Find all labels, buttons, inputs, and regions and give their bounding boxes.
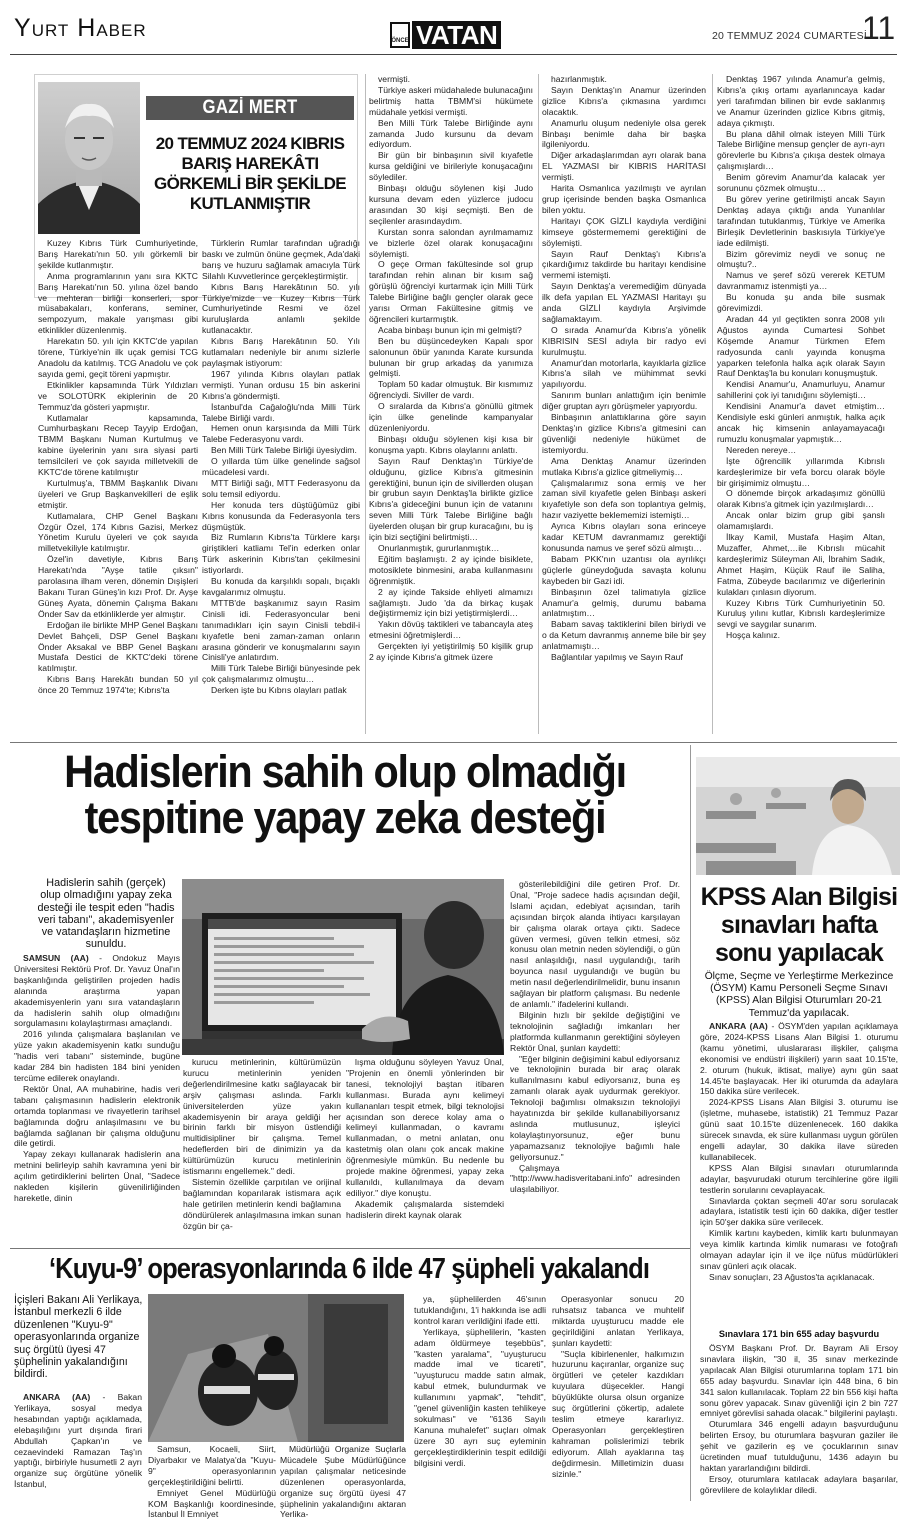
ai-lead: Hadislerin sahih (gerçek) olup olmadığını yapay zeka desteği ile tespit eden "hadis veri tabanı", akademisyenler ve vatandaşların hizmetine sunuldu. [37, 877, 175, 951]
masthead [0, 0, 907, 58]
section-title [14, 14, 147, 43]
kpss-photo [696, 757, 900, 875]
paragraph: Diğer arkadaşlarımdan ayrı olarak bana EL YAZMASI bir KIBRIS HARİTASI vermişti. [542, 150, 706, 183]
paragraph: lışma olduğunu söyleyen Yavuz Ünal, "Projenin en önemli yönlerinden bir tanesi, teknolojiyi baştan itibaren kullanması. Burada aynı kelimeyi kullananları tespit etmek, bilgi teknolojisi açısından son derece kolay ama o kelimeyi kullanmadan, o kavramı kullanmadan, o metni anlatan, onu kastetmiş olan olanı çok ancak makine öğrenmesiyle mümkün. Bu nedenle bu projede makine öğrenmesi, yapay zeka kullanıldı, kullanılmaya da devam ediliyor." diye konuştu. [346, 1057, 504, 1198]
paragraph: 1967 yılında Kıbrıs olayları patlak vermişti. Yunan ordusu 15 bin askerini Kıbrıs'a göndermişti. [202, 368, 360, 401]
section-letter: Y [14, 14, 32, 42]
kuyu-col-4 [414, 1294, 546, 1504]
paragraph: Bu plana dâhil olmak isteyen Milli Türk Talebe Birliğine mensup gençler de ayrı-ayrı görevlerle bu Kıbrıs'a çıkışa destek olmaya çalışmışlardı… [717, 128, 885, 172]
paragraph: Samsun, Kocaeli, Siirt, Diyarbakır ve Malatya'da "Kuyu-9" operasyonlarının gerçekleştirildiğini belirtti. [148, 1444, 276, 1487]
kpss-subhead: Sınavlara 171 bin 655 aday başvurdu [718, 1329, 880, 1339]
paragraph: Bilginin hızlı bir şekilde değiştiğini ve teknolojinin sağladığı imkanları her platformda kullanmanın gerektiğini söyleyen Rektör Ünal, şunları kaydetti: [510, 1009, 680, 1053]
paragraph: 2 ay içinde Takside ehliyeti almamızı sağlamıştı. Judo 'da da birkaç kuşak değiştirmemiz için bizi yetiştirmişlerdi… [369, 586, 533, 619]
paragraph: MTTB'de başkanımız sayın Rasim Cinisli idi. Federasyoncular beni tanımadıkları için sayın Cinisli tebdil-i kıyafetle beni zaman-zaman onların arasına gönderir ve konuşmalarını sayın Cinisli'ye anlatırdım. [202, 597, 360, 663]
column-col-2 [202, 238, 360, 734]
paragraph: 2016 yılında çalışmalara başlanılan ve yüze yakın akademisyenin katkı sunduğu "hadis veri tabanı" sisteminde, bugüne kadar 284 bin hadisten 184 bini yeniden tercüme edilerek onaylandı. [14, 1029, 180, 1083]
paragraph: Özel'in davetiyle, Kıbrıs Barış Harekatı'nda "Ayşe tatile çıksın" parolasına ilham veren, dönemin Dışişleri Bakanı Turan Güneş'in kızı Prof. Dr. Ayşe Güneş Ayata, dönemin Çalışma Bakanı Önder Sav da etkinliklerde yer almıştır. [38, 554, 198, 619]
paragraph: Nereden nereye… [726, 444, 797, 455]
author-photo [38, 82, 140, 234]
kpss-body [700, 1021, 898, 1325]
paragraph: Kutlamalara, CHP Genel Başkanı Özgür Özel, 174 Kıbrıs Gazisi, Merkez Yönetim Kurulu üyeleri ve çok sayıda milletvekiliyle katılmıştır. [38, 510, 198, 554]
exam-hall-photo-icon [696, 757, 900, 875]
paragraph: O yıllarda tüm ülke genelinde sağsol mücadelesi vardı. [202, 456, 360, 478]
paragraph: Kurstan sonra salondan ayrılmamamız ve bizlerle özel olarak konuşacağını söylemişti. [369, 226, 533, 259]
paragraph: Anma programlarının yanı sıra KKTC Barış Harekatı'nın 50. yılına özel bando ve mehteran birliği konserleri, spor müsabakaları, konferans, seminer, sempozyum, makale yarışması gibi etkinlikler düzenlenmiş. [38, 270, 198, 336]
paragraph: İşte öğrencilik yıllarımda Kıbrıslı kardeşlerimize bir vefa borcu olarak böyle bir girişimimiz olmuştu… [717, 455, 885, 488]
ai-headline-line-2: tespitine yapay zeka desteği [84, 792, 606, 843]
paragraph: Onurlanmıştık, gururlanmıştık… [378, 542, 500, 553]
paragraph: O sırada Anamur'da Kıbrıs'a yönelik KIBRISIN SESİ adıyla bir radyo evi kurulmuştu. [542, 324, 706, 357]
paragraph: İlkay Kamil, Mustafa Haşim Altan, Muzaffer, Ahmet,…ile Kıbrıslı mücahit kardeşlerimiz Süleyman Ali, İbrahim Sadık, Ahmet Haşim, Küçük Rauf ile Saliha, Fatma, Zübeyde bacılarımız ve diğerlerinin kulakları çınlasın diyorum. [717, 532, 885, 597]
paragraph: Bağlantılar yapılmış ve Sayın Rauf [551, 652, 683, 663]
logo-badge [390, 22, 410, 48]
paragraph: 2024-KPSS Lisans Alan Bilgisi 3. oturumu ise (işletme, muhasebe, istatistik) 21 Temmuz Pazar günü saat 10.15'te düzenlenecek. 160 dakika sürecek sınavda, ek süre kullanması uygun görülen engelli adaylar, 30 dakika ilave süreden kullanabilecek. [700, 1097, 898, 1162]
paragraph: Sanırım bunları anlattığım için benimle diğer gruptan ayrı görüşmeler yapıyordu. [542, 390, 706, 412]
paragraph: ANKARA (AA) - ÖSYM'den yapılan açıklamaya göre, 2024-KPSS Lisans Alan Bilgisi 1. oturumu (kamu yönetimi, uluslararası ilişkiler, çalışma ekonomisi ve endüstri ilişkileri) yarın saat 10.15'te, 2. oturum (hukuk, iktisat, maliye) aynı gün saat 14.45'te başlayacak. Her iki oturumda da adaylara 150 dakika süre verilecek. [700, 1021, 898, 1097]
ai-article [0, 745, 690, 1247]
column-col-1 [38, 238, 198, 734]
kuyu-col-2 [148, 1444, 276, 1520]
paragraph: Hemen onun karşısında da Milli Türk Talebe Federasyonu vardı. [202, 423, 360, 445]
kuyu-article [0, 1250, 690, 1520]
column-divider [712, 74, 713, 734]
paragraph: Kutlamalar kapsamında, Cumhurbaşkanı Recep Tayyip Erdoğan, TBMM Başkanı Numan Kurtulmuş ve kabine üyelerinin yanı sıra siyasi parti temsilcileri ve çok sayıda milletvekili de KKTC'de törene katılmıştır [38, 412, 198, 478]
paragraph: O dönemde birçok arkadaşımız gönüllü olarak Kıbrıs'a gitmek için yazılmışlardı… [717, 488, 885, 510]
paragraph: "Eğer bilginin değişimini kabul ediyorsanız ve teknolojinin burada bir araç olarak kullanılmasını kabul ediyorsanız, buna eş zamanlı olarak ayak uydurmak gerekiyor. Teknoloji bağımlısı olmaksızın teknolojiyi hayatınızda bir şekilde kullanabiliyorsanız aslında mutlusunuz, işleyici kolaylaştırıyorsunuz, eğer bunu yapamazsanız teknolojiye bağımlı hale geliyorsunuz." [510, 1053, 680, 1162]
paragraph: Bu konuda da karşılıklı sopalı, bıçaklı kavgalarımız olmuştu. [202, 576, 360, 597]
section-word-1: URT [31, 21, 70, 40]
paragraph: Gerçekten iyi yetiştirilmiş 50 kişilik grup 2 ay içinde Kıbrıs'a gitmek üzere [369, 641, 533, 663]
paragraph: Kıbrıs Barış Harekâtının 50. Yılı kutlamaları nedeniyle bir anımı sizlerle paylaşmak istiyorum: [202, 336, 360, 368]
kpss-headline: KPSS Alan Bilgisi sınavları hafta sonu yapılacak [700, 883, 898, 967]
column-headline: 20 TEMMUZ 2024 KIBRIS BARIŞ HAREKÂTI GÖRKEMLİ BİR ŞEKİLDE KUTLANMIŞTIR [153, 134, 346, 213]
section-letter-2: H [77, 14, 97, 42]
paragraph: Bir gün bir binbaşının sivil kıyafetle kursa geldiğini ve birileriyle konuşacağını söylediler. [369, 150, 533, 183]
ai-headline-line-1: Hadislerin sahih olup olmadığı [64, 746, 626, 797]
paragraph: Harekatın 50. yılı için KKTC'de yapılan törene, Türkiye'nin ilk uçak gemisi TCG Anadolu da katılmış. TCG Anadolu ve çok sayıda gemi, geçit töreni yapmıştır. [38, 336, 198, 379]
logo-badge-text: ÖNCE [391, 38, 409, 44]
paragraph: Kurtulmuş'a, TBMM Başkanlık Divanı üyeleri ve Grup Başkanvekilleri de eşlik etmiştir. [38, 477, 198, 510]
paragraph: Sayın Denktaş'ın Anamur üzerinden gizlice Kıbrıs'a çıkmasına yardımcı olacaktık. [542, 84, 706, 117]
issue-date: 20 TEMMUZ 2024 CUMARTESİ [712, 30, 867, 42]
paragraph: Derken işte bu Kıbrıs olayları patlak [211, 685, 347, 696]
paragraph: Ersoy, oturumlara katılacak adaylara başarılar, görevlilere de kolaylıklar diledi. [700, 1473, 898, 1495]
section-rule [10, 1248, 690, 1249]
paragraph: Çalışmalarımız sona ermiş ve her zaman sivil kıyafetle gelen Binbaşı askeri kıyafetiyle son defa son toplantıya gelmiş, hazır vaziyette beklememizi istemişti… [542, 477, 706, 521]
paragraph: Acaba binbaşı bunun için mi gelmişti? [378, 324, 522, 335]
paragraph: Benim görevim Anamur'da kalacak yer sorununu çözmek olmuştu… [717, 172, 885, 194]
paragraph: vermişti. [378, 74, 410, 84]
kpss-body-2 [700, 1343, 898, 1503]
paragraph: Aradan 44 yıl geçtikten sonra 2008 yılı Ağustos ayında Cumartesi Sohbet Köşemde Anamur Türkmen Efem radyosunda canlı yayında konuşma yaparken telefonla halka açık olarak Sayın Rauf Denktaş'la bu konuları konuşmuştuk. [717, 313, 885, 379]
paragraph: Namus ve şeref sözü vererek KETUM davranmamız istenmişti ya… [717, 270, 885, 292]
page-number: 11 [862, 10, 896, 46]
column-divider [365, 74, 366, 734]
paragraph: Toplam 50 kadar olmuştuk. Bir kısmımız öğrenciydi. Siviller de vardı. [369, 379, 533, 401]
paragraph: Anamurlu oluşum nedeniyle olsa gerek Binbaşı benimle daha bir başka ilgileniyordu. [542, 117, 706, 150]
paragraph: Yakın dövüş taktikleri ve tabancayla ateş etmesini öğretmişlerdi… [369, 619, 533, 641]
paragraph: Ben Milli Türk Talebe Birliğinde aynı zamanda Judo kursunu da devam ediyordum. [369, 117, 533, 150]
paragraph: Rektör Ünal, AA muhabirine, hadis veri tabanı çalışmasının hadislerin elektronik ortamda toplanması ve rivayetlerin tarihsel bağlamında doğru anlaşılmasını ve bu bağlamda sağlanan bir çalışma olduğunu dile getirdi. [14, 1083, 180, 1149]
paragraph: kurucu metinlerinin, kültürümüzün kurucu metinlerinin yeniden değerlendirilmesine katkı sağlayacak bir arşiv çalışması aslında. Farklı üniversitelerden yüze yakın akademisyenin bir araya geldiği her birinin farklı bir misyon üstlendiği multidisipliner bir çalışma. Temel hedeflerden biri de dinimizin ya da kültürümüzün kurucu metinlerinin istismarını engellemek." dedi. [183, 1057, 341, 1177]
ai-col-1 [14, 953, 180, 1247]
paragraph: hazırlanmıştık. [551, 74, 607, 84]
kuyu-lead: İçişleri Bakanı Ali Yerlikaya, İstanbul merkezli 6 ilde düzenlenen "Kuyu-9" operasyonlarında organize suç örgütü üyesi 47 şüphelinin yakalandığını bildirdi. [14, 1294, 143, 1381]
paragraph: Bu görev yerine getirilmişti ancak Sayın Denktaş adaya çıktığı anda Yunanlılar tarafından tutuklanmış, Türkiye ve Amerika Birleşik Devletlerinin baskısıyla Türkiye'ye iade edilmişti. [717, 193, 885, 248]
paragraph: Operasyonlar sonucu 20 ruhsatsız tabanca ve muhtelif miktarda uyuşturucu madde ele geçirildiğini anlatan Yerlikaya, şunları kaydetti: [552, 1294, 684, 1348]
kpss-divider [690, 745, 691, 1501]
police-operation-photo-icon [148, 1294, 404, 1442]
kpss-article [690, 745, 907, 1507]
paragraph: Babam PKK'nın uzantısı ola ayrılıkçı güçlerle güneydoğuda savaşta kolunu kaybeden bir Gazi idi. [542, 553, 706, 586]
author-name: GAZİ MERT [202, 97, 298, 118]
paragraph: Etkinlikler kapsamında Türk Yıldızları ve SOLOTÜRK ekiplerinin de 20 Temmuz'da gösteri yapmıştır. [38, 379, 198, 412]
paragraph: Ben bu düşüncedeyken Kapalı spor salonunun öbür yanında Karate kursunda bulunan bir grup arkadaş da yanımıza gelmişti. [369, 335, 533, 379]
paragraph: Haritayı ÇOK GİZLİ kaydıyla verdiğini kimseye göstermememi gerektiğini de söylemişti. [542, 215, 706, 248]
paragraph: Anamur'dan motorlarla, kayıklarla gizlice Kıbrıs'a silah ve mühimmat sevki yapılıyordu. [542, 357, 706, 390]
paragraph: Binbaşının anlattıklarına göre sayın Denktaş'ın gizlice Kıbrıs'a gitmesini can güvenliği nedeniyle hükümet de istemiyordu. [542, 412, 706, 455]
paragraph: Ben Milli Türk Talebe Birliği üyesiydim. [211, 445, 357, 456]
column-col-4 [542, 74, 706, 734]
paragraph: Hoşça kalınız. [726, 630, 780, 641]
paragraph: Bizim görevimiz neydi ve sonuç ne olmuştu?.. [717, 248, 885, 270]
kuyu-col-5 [552, 1294, 684, 1504]
paragraph: Ancak onlar bizim grup gibi şanslı olamamışlardı. [717, 510, 885, 532]
kuyu-col-3 [280, 1444, 406, 1520]
ai-col-4 [510, 879, 680, 1247]
paragraph: Akademik çalışmalarda sistemdeki hadislerin direkt kaynak olarak [346, 1198, 504, 1220]
kuyu-photo [148, 1294, 404, 1442]
paragraph: SAMSUN (AA) - Ondokuz Mayıs Üniversitesi Rektörü Prof. Dr. Yavuz Ünal'ın başkanlığında geliştirilen projeden hadis alanında araştırma yapan akademisyenlerin yanı sıra vatandaşların da hadislerin sahih olup olmadığını sorgulamasını kolaylaştırması amaçlandı. [14, 953, 181, 1029]
paragraph: Kıbrıs Barış Harekâtı bundan 50 yıl önce 20 Temmuz 1974'te; Kıbrıs'ta [38, 674, 198, 696]
column-divider [538, 74, 539, 734]
paragraph: Harita Osmanlıca yazılmıştı ve ayrılan grup içerisinde benden başka Osmanlıca bilen yoktu. [542, 183, 706, 215]
paragraph: Oturumlara 346 engelli adayın başvurduğunu belirten Ersoy, bu oturumlara başvuran gaziler ile şehit ve gazilerin eş ve çocuklarının sınav ücretinden muaf tutulduğunu, 1436 adayın bu haktan yararlandığını bildirdi. [700, 1419, 898, 1473]
paragraph: Emniyet Genel Müdürlüğü KOM Başkanlığı koordinesinde, İstanbul İl Emniyet [148, 1487, 276, 1520]
paragraph: Sınav sonuçları, 23 Ağustos'ta açıklanacak. [709, 1271, 875, 1282]
paragraph: O sıralarda da Kıbrıs'a gönüllü gitmek için ülke genelinde kampanyalar düzenleniyordu. [369, 401, 533, 433]
computer-user-photo-icon [182, 879, 504, 1055]
paragraph: Kimlik kartını kaybeden, kimlik kartı bulunmayan veya kimlik kartında kimlik numarası ve fotoğrafı olmayan adaylar için il ve ilçe nüfus müdürlükleri sınav günleri açık olacak. [700, 1228, 898, 1271]
paragraph: Biz Rumların Kıbrıs'ta Türklere karşı giriştikleri katliamı Tel'in ederken onlar Türk askerinin Kıbrıs'tan çekilmesini istiyorlardı. [202, 532, 360, 576]
paragraph: Çalışmaya "http://www.hadisveritabani.info" adresinden ulaşılabiliyor. [510, 1162, 680, 1195]
section-rule [10, 742, 897, 743]
paragraph: Sistemin özellikle çarpıtılan ve orijinal bağlamından koparılarak istismara açık hale getirilen metinlerin kendi bağlamına döndürülerek anlaşılmasına imkan sunan özgün bir ça- [183, 1176, 341, 1231]
ai-photo [182, 879, 504, 1055]
paragraph: Erdoğan ile birlikte MHP Genel Başkanı Devlet Bahçeli, DSP Genel Başkanı Önder Aksakal ve BBP Genel Başkanı Mustafa Destici de KKTC'deki törene katılmıştır. [38, 619, 198, 674]
masthead-rule [10, 54, 897, 55]
paragraph: ÖSYM Başkanı Prof. Dr. Bayram Ali Ersoy sınavlara ilişkin, "30 il, 35 sınav merkezinde yapılacak Alan Bilgisi oturumlarına toplam 171 bin 655 aday başvurdu. Sınavlar için 448 bina, 6 bin 341 salon kullanılacak. Toplam 22 bin 556 kişi hafta sonu görev yapacak. Sınav güvenliği için 2 bin 727 emniyet görevlisi sahada olacak." bilgilerini paylaştı. [700, 1343, 898, 1419]
paragraph: Bu konuda şu anda bile susmak görevimizdi. [717, 292, 885, 314]
author-name-bar [146, 96, 354, 120]
paragraph: Binbaşı olduğu söylenen kişi kısa bir konuşma yaptı. Kıbrıs olaylarını anlattı. [369, 433, 533, 455]
paragraph: Denktaş 1967 yılında Anamur'a gelmiş, Kıbrıs'a çıkış ortamı ayarlanıncaya kadar yeri tarafımdan bilinen bir evde saklanmış ve Anamur üzerinden gizlice Kıbrıs gitmiş, adaya çıkmıştı. [717, 74, 885, 128]
paragraph: Sınavlarda çoktan seçmeli 40'ar soru sorulacak adaylara, istatistik testi için 60 dakika, diğer testler için 50'şer dakika süre verilecek. [700, 1195, 898, 1228]
paragraph: Müdürlüğü Organize Suçlarla Mücadele Şube Müdürlüğünce yapılan çalışmalar neticesinde düzenlenen operasyonlarda, organize suç örgütü üyesi 47 şüphelinin yakalandığını aktaran Yerlika- [280, 1444, 406, 1520]
paragraph: Türklerin Rumlar tarafından uğradığı baskı ve zulmün önüne geçmek, Ada'daki barış ve huzuru sağlamak amacıyla Türk Silahlı Kuvvetlerince gerçekleştirmiştir. [202, 238, 360, 281]
column-col-5 [717, 74, 885, 734]
paragraph: Babam savaş taktiklerini bilen biriydi ve o da Ketum davranmış anneme bile bir şey anlatmamıştı… [542, 619, 706, 652]
paragraph: Milli Türk Talebe Birliği bünyesinde pek çok çalışmalarımız olmuştu… [202, 663, 360, 685]
column-col-3 [369, 74, 533, 734]
paragraph: İstanbul'da Cağaloğlu'nda Milli Türk Talebe Birliği vardı. [202, 401, 360, 423]
column-article [0, 60, 907, 740]
kpss-lead: Ölçme, Seçme ve Yerleştirme Merkezince (ÖSYM) Kamu Personeli Seçme Sınavı (KPSS) Alan Bilgisi Oturumları 20-21 Temmuz'da yapılacak. [704, 971, 894, 1019]
paragraph: gösterilebildiğini dile getiren Prof. Dr. Ünal, "Proje sadece hadis açısından değil, İslami açıdan, edebiyat açısından, tarih açısından birçok alanda ihtiyacı karşılayan bir çalışma olarak ortaya çıktı. Sadece güven vermesi, güven telkin etmesi, söz konusu olan metnin neden söylendiği, o gün nasıl anlaşıldığı, nasıl uygulandığı, tarih boyunca nasıl uygulandığı ve bugün bu metin nasıl değerlendirilmelidir, bunu insanın sağlayan bir platform çalışması. Bu nedenle de anlamlı." ifadelerini kullandı. [510, 879, 680, 1009]
paragraph: Kıbrıs Barış Harekâtının 50. yılı Türkiye'mizde ve Kuzey Kıbrıs Türk Cumhuriyetinde Resmi ve özel kuruluşlarda anlamlı şekilde kutlanacaktır. [202, 281, 360, 336]
paragraph: "Suçla kibirlenenler, halkımızın huzurunu kaçıranlar, organize suç örgütleri ve çeteler kazdıkları kuyulara düşecekler. Hangi büyüklükte olursa olsun organize suç örgütlerini çökertip, adalete teslim etmeye kararlıyız. Operasyonları gerçekleştiren kahraman polislerimizi tebrik ediyorum. Allah ayaklarına taş değdirmesin. Milletimizin duası sizinle." [552, 1348, 684, 1479]
section-word-2: ABER [96, 21, 147, 40]
paragraph: O geçe Orman fakültesinde sol grup tarafından rehin alınan bir kısım sağ görüşlü öğrenciyi kurtarmak için Milli Türk Talebe Birliğine bağlı gençler olarak gece yarısı Orman Fakültesine gitmiş ve öğrencileri kurtarmıştık. [369, 259, 533, 324]
paragraph: Ayrıca Kıbrıs olayları sona erinceye kadar KETUM davranmamız gerektiği konusunda namus ve şeref sözü almıştı… [542, 521, 706, 553]
paragraph: ya, şüphelilerden 46'sının tutuklandığını, 1'i hakkında ise adli kontrol kararı verildiğini ifade etti. [414, 1294, 546, 1326]
author-portrait-icon [38, 82, 140, 234]
kuyu-col-1 [14, 1392, 142, 1504]
paragraph: Yerlikaya, şüphelilerin, "kasten adam öldürmeye teşebbüs", "kasten yaralama", "uyuşturucu madde imal ve ticareti", "uyuşturucu madde satın almak, kabul etmek, bulundurmak ve kullanımını yapmak", "tehdit", "genel güvenliğin kasten tehlikeye sokulması" ve "6136 Sayılı Kanuna muhalefet" suçları olmak üzere 30 ayrı suç eyleminin gerçekleştirdiklerinin tespit edildiği bilgisini verdi. [414, 1326, 546, 1468]
paragraph: KPSS Alan Bilgisi sınavları oturumlarında adaylar, başvurudaki oturum tercihlerine göre ilgili testlerin sorularını cevaplayacak. [700, 1162, 898, 1195]
paragraph: Kuzey Kıbrıs Türk Cumhuriyetinde, Barış Harekatı'nın 50. yılı görkemli bir şekilde kutlanmıştır. [38, 238, 198, 270]
paragraph: Her konuda ters düştüğümüz gibi Kıbrıs konusunda da Federasyonla ters düşmüştük. [202, 499, 360, 532]
kuyu-headline: ‘Kuyu-9’ operasyonlarında 6 ilde 47 şüpheli yakalandı [48, 1253, 650, 1285]
paragraph: Sayın Denktaş'a veremediğim dünyada ilk defa yapılan EL YAZMASI Haritayı şu anda GİZLİ kaydıyla Arşivimde sağlamaktayım. [542, 281, 706, 324]
ai-col-2 [183, 1057, 341, 1247]
paragraph: Kendisi Anamur'u, Anamurluyu, Anamur sahillerini çok iyi tanıdığını söylemişti… [717, 379, 885, 401]
paragraph: MTT Birliği sağı, MTT Federasyonu da solu temsil ediyordu. [202, 477, 360, 499]
paragraph: Sayın Rauf Denktaş'ı Kıbrıs'a çıkardığımız takdirde bu haritayı kendisine vermemi istemişti. [542, 248, 706, 281]
logo-text: VATAN [412, 21, 501, 49]
paragraph: Sayın Rauf Denktaş'ın Türkiye'de olduğunu, gizlice Kıbrıs'a gitmesinin gerektiğini, bunun için de sivillerden oluşan bir grubun sayın Denktaş'la birlikte gizlice Kıbrıs'a gideceğini bunun için de vatanını seven Milli Türk Talebe Birliğine bağlı üyelerden oluşan bir grup kuracağını, bu iş için bizi seçtiğini belirtmişti… [369, 455, 533, 543]
paragraph: Kendisini Anamur'a davet etmiştim… Kendisiyle eski günleri anmıştık, halka açık ancak hiç kimsenin anlayamayacağı rumuzlu konuşmalar yapmıştık… [717, 401, 885, 444]
newspaper-logo [390, 20, 518, 50]
paragraph: Binbaşının özel talimatıyla gizlice Anamur'a gelmiş, durumu babama anlatmıştım… [542, 586, 706, 619]
paragraph: Binbaşı olduğu söylenen kişi Judo kursuna devam eden yüzlerce judocu arasından 30 kişi seçmişti. Ben de seçilenler arasındaydım. [369, 183, 533, 226]
ai-headline [0, 746, 690, 843]
ai-col-3 [346, 1057, 504, 1247]
paragraph: ANKARA (AA) - Bakan Yerlikaya, sosyal medya hesabından yaptığı açıklamada, elebaşılığını yurt dışında firari Abdullah Çapkan'ın ve cezaevindeki Ramazan Taş'ın yaptığı, birbiriyle husumetli 2 ayrı organize suç örgütüne yönelik İstanbul, [14, 1392, 142, 1490]
paragraph: Yapay zekayı kullanarak hadislerin ana metnini belirleyip sahih kavramına yeni bir açılım getirdiklerini belirten Ünal, "Sadece nakleden kişilerin güvenilirliğinden hareketle, dinin [14, 1149, 180, 1203]
paragraph: Kuzey Kıbrıs Türk Cumhuriyetinin 50. Kuruluş yılını kutlar, Kıbrıslı kardeşlerimize sevgi ve saygılar sunarım. [717, 597, 885, 630]
paragraph: Eğitim başlamıştı. 2 ay içinde bisiklete, motosiklete binmesini, araba kullanmasını öğrenmiştik. [369, 553, 533, 586]
paragraph: Ama Denktaş Anamur üzerinden mutlaka Kıbrıs'a gizlice gitmeliymiş… [542, 455, 706, 477]
paragraph: Türkiye askeri müdahalede bulunacağını belirtmiş hatta TBMM'si hükümete müdahale yetkisi vermişti. [369, 84, 533, 117]
